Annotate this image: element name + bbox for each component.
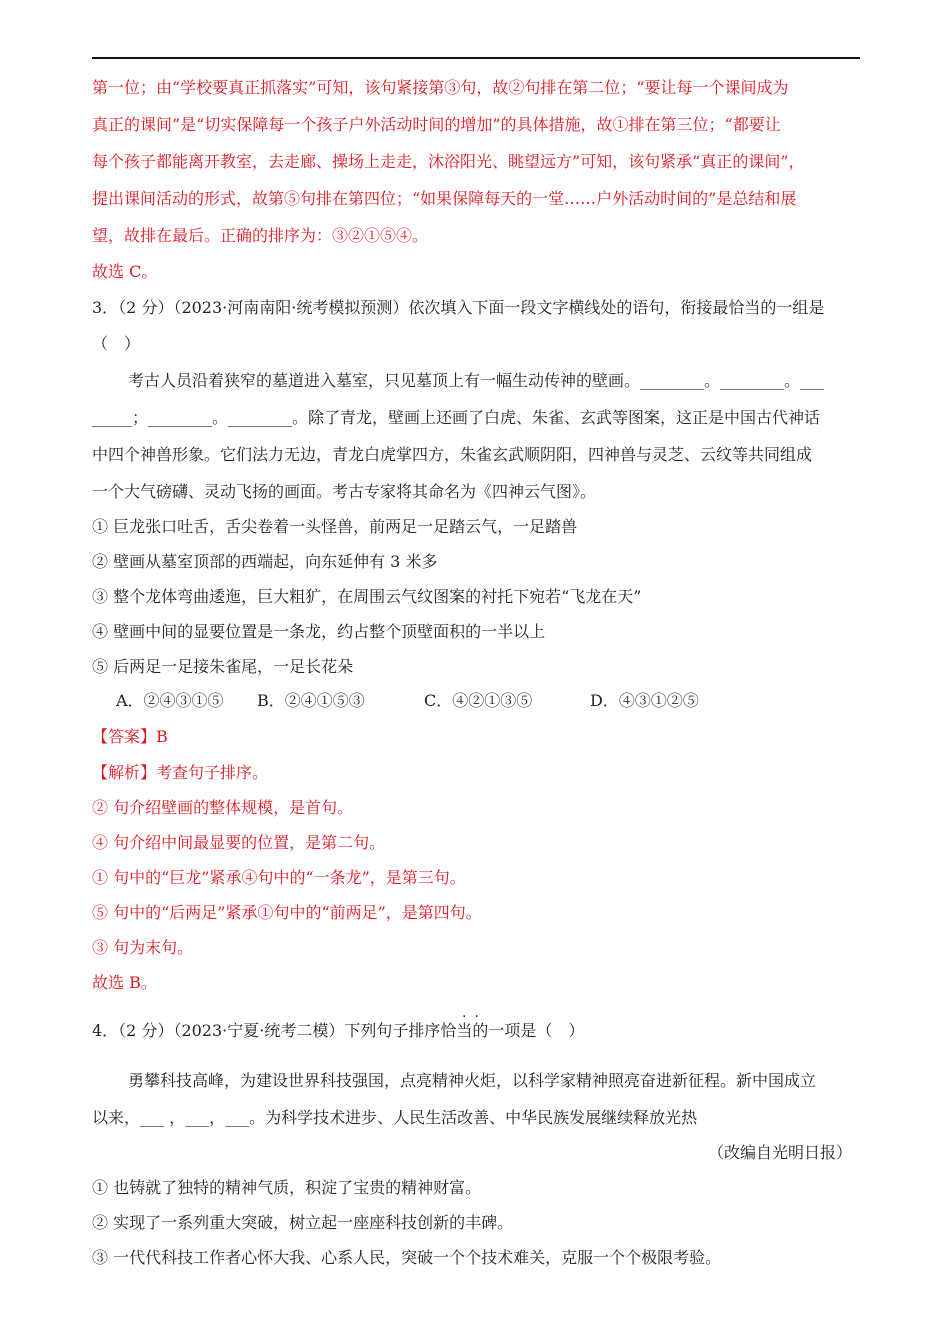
q3-option-a: A．②④③①⑤ [116,691,224,710]
explanation-line-1: 第一位；由“学校要真正抓落实”可知，该句紧接第③句，故②句排在第二位；“要让每一个课间成为 [92,78,789,97]
header-rule [92,57,860,59]
q4-sentence-3: ③ 一代代科技工作者心怀大我、心系人民，突破一个个技术难关，克服一个个极限考验。 [92,1248,722,1267]
q3-option-b: B．②④①⑤③ [257,691,365,710]
q3-sentence-4: ④ 壁画中间的显要位置是一条龙，约占整个顶壁面积的一半以上 [92,622,546,641]
q3-analysis-5: ⑤ 句中的“后两足”紧承①句中的“前两足”，是第四句。 [92,903,482,922]
q3-option-c: C．④②①③⑤ [424,691,533,710]
explanation-line-2: 真正的课间”是“切实保障每一个孩子户外活动时间的增加”的具体措施，故①排在第三位；“都要让 [92,115,781,134]
q3-analysis-2: ② 句介绍壁画的整体规模，是首句。 [92,798,354,817]
q3-analysis-6: ③ 句为末句。 [92,938,194,957]
q3-answer: 【答案】B [92,727,168,746]
q4-header: 4．（2 分）（2023·宁夏·统考二模）下列句子排序恰当的一项是（ ） [92,1021,585,1040]
emphasis-dots: ·· [462,1009,487,1025]
q4-passage-line-2: 以来，___ ，___，___。为科学技术进步、人民生活改善、中华民族发展继续释放光热 [92,1108,698,1127]
q3-sentence-5: ⑤ 后两足一足接朱雀尾，一足长花朵 [92,657,354,676]
q3-paren: （ ） [92,334,141,353]
q3-option-d: D．④③①②⑤ [590,691,699,710]
q4-passage-line-1: 勇攀科技高峰，为建设世界科技强国，点亮精神火炬，以科学家精神照亮奋进新征程。新中国成立 [128,1071,817,1090]
q4-sentence-1: ① 也铸就了独特的精神气质，积淀了宝贵的精神财富。 [92,1178,482,1197]
explanation-line-5: 望，故排在最后。正确的排序为：③②①⑤④。 [92,226,429,245]
q3-header: 3．（2 分）（2023·河南南阳·统考模拟预测）依次填入下面一段文字横线处的语句，衔接最恰当的一组是 [92,298,825,317]
q3-passage-line-4: 一个大气磅礴、灵动飞扬的画面。考古专家将其命名为《四神云气图》。 [92,482,597,501]
q3-analysis-conclusion: 故选 B。 [92,973,157,992]
q3-sentence-2: ② 壁画从墓室顶部的西端起，向东延伸有 3 米多 [92,552,438,571]
explanation-conclusion: 故选 C。 [92,262,158,281]
q3-passage-line-1: 考古人员沿着狭窄的墓道进入墓室，只见墓顶上有一幅生动传神的壁画。________。________。___ [128,371,825,390]
explanation-line-3: 每个孩子都能离开教室，去走廊、操场上走走，沐浴阳光、眺望远方”可知，该句紧承“真正的课间”， [92,152,805,171]
q3-analysis-1: 【解析】考查句子排序。 [92,763,269,782]
q3-analysis-3: ④ 句介绍中间最显要的位置，是第二句。 [92,833,386,852]
q3-sentence-1: ① 巨龙张口吐舌，舌尖卷着一头怪兽，前两足一足踏云气，一足踏兽 [92,517,578,536]
q4-source: （改编自光明日报） [707,1143,852,1162]
q4-sentence-2: ② 实现了一系列重大突破，树立起一座座科技创新的丰碑。 [92,1213,514,1232]
q3-passage-line-2: _____；________。________。除了青龙，壁画上还画了白虎、朱雀、玄武等图案，这正是中国古代神话 [92,408,821,427]
q3-analysis-4: ① 句中的“巨龙”紧承④句中的“一条龙”，是第三句。 [92,868,466,887]
explanation-line-4: 提出课间活动的形式，故第⑤句排在第四位；“如果保障每天的一堂……户外活动时间的”是总结和展 [92,189,797,208]
q3-passage-line-3: 中四个神兽形象。它们法力无边，青龙白虎掌四方，朱雀玄武顺阴阳，四神兽与灵芝、云纹等共同组成 [92,445,813,464]
q3-sentence-3: ③ 整个龙体弯曲逶迤，巨大粗犷，在周围云气纹图案的衬托下宛若“飞龙在天” [92,587,642,606]
